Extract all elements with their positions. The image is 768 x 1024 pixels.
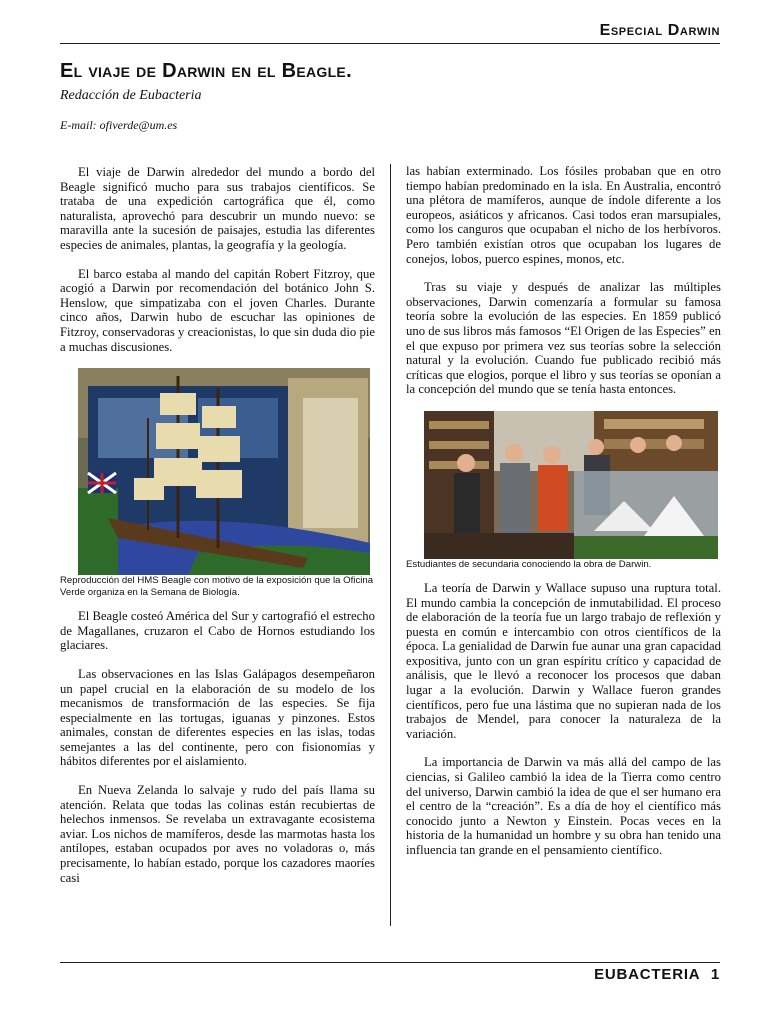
paragraph: Las observaciones en las Islas Galápagos desempeñaron un papel crucial en la elaboración de su modelo de los mecanismos de transformación de las especies. Se fija especialmente en las tortugas, iguanas y pinzones. Estos animales, constan de diferentes especies en las islas, todas semejantes a las del continente, pero con fisionomías y hábitos diferentes por el aislamiento. (60, 666, 375, 769)
article-title: El viaje de Darwin en el Beagle. (60, 60, 352, 82)
footer-rule (60, 962, 720, 963)
paragraph: La importancia de Darwin va más allá del campo de las ciencias, si Galileo cambió la idea de la Tierra como centro del universo, Darwin cambió la idea de que el ser humano era el centro de la “creación”. Es a día de hoy el científico más conocido junto a Newton y Einstein. Pocas veces en la historia de la humanidad un hombre y su obra han tenido una influencia tan grande en el pensamiento científico. (406, 755, 721, 857)
beagle-model-photo (78, 368, 370, 575)
page-footer (588, 966, 720, 983)
right-column (406, 164, 721, 872)
section-header: Especial Darwin (599, 22, 720, 39)
paragraph: las habían exterminado. Los fósiles probaban que en otro tiempo habían predominado en la isla. En Australia, encontró una plétora de mamíferos, aunque de índole diferente a los europeos, asiáticos y africanos. Casi todos eran marsupiales, como los canguros que ocupaban el nicho de los herbívoros. Pero también existían otros que ocupaban los lugares de conejos, lobos, puerco espines, monos, etc. (406, 164, 721, 266)
paragraph: En Nueva Zelanda lo salvaje y rudo del país llama su atención. Relata que todas las colinas están recubiertas de helechos inmensos. Se revelaba un extravagante ecosistema aviar. Los nichos de mamíferos, desde las marmotas hasta los antílopes, estaban ocupados por aves no voladoras o, más precisamente, lo habían estado, porque los cazadores maoríes casi (60, 783, 375, 885)
paragraph: El Beagle costeó América del Sur y cartografió el estrecho de Magallanes, cruzaron el Cabo de Hornos estudiando los glaciares. (60, 609, 375, 653)
students-photo (424, 411, 718, 559)
paragraph: El barco estaba al mando del capitán Robert Fitzroy, que acogió a Darwin por recomendación del botánico John S. Henslow, que simpatizaba con el joven Charles. Durante cinco años, Darwin hubo de escuchar las opiniones de Fitzroy, conservadoras y creacionistas, lo que sin duda dio pie a muchas discusiones. (60, 266, 375, 354)
students-figure (406, 411, 721, 571)
paragraph: El viaje de Darwin alrededor del mundo a bordo del Beagle significó mucho para sus trabajos científicos. Se trataba de una expedición cartográfica que él, como naturalista, aprovechó para descubrir un mundo nuevo: se maravilla ante la sucesión de paisajes, estudia las diferentes especies de animales, plantas, la geografía y la geología. (60, 165, 375, 252)
column-divider (390, 164, 391, 926)
magazine-name: EUBACTERIA (594, 966, 700, 983)
left-column (60, 165, 375, 899)
beagle-figure-caption: Reproducción del HMS Beagle con motivo de la exposición que la Oficina Verde organiza en la Semana de Biología. (60, 575, 374, 599)
header-rule (60, 43, 720, 44)
paragraph: Tras su viaje y después de analizar las múltiples observaciones, Darwin comenzaría a formular su famosa teoría sobre la evolución de las especies. En 1859 publicó uno de sus libros más famosos “El Origen de las Especies” en el que expuso por primera vez sus teorías sobre la selección natural y la evolución. Cuando fue publicado recibió más críticas que elogios, porque el libro y sus teorías se oponían a la concepción del mundo que se tenía hasta entonces. (406, 280, 721, 397)
page-number: 1 (710, 966, 720, 983)
article-byline: Redacción de Eubacteria (60, 88, 202, 103)
beagle-figure (60, 368, 375, 599)
paragraph: La teoría de Darwin y Wallace supuso una ruptura total. El mundo cambia la concepción de inmutabilidad. El proceso de elaboración de la teoría fue un largo trabajo de reflexión y puesta en común e intercambio con otros científicos de la época. La genialidad de Darwin fue aunar una gran capacidad expositiva, junto con un gran espíritu crítico y capacidad de análisis, que le llevó a reconocer los procesos que daban lugar a la evolución. Darwin y Wallace fueron grandes científicos, pero fue una lástima que no supieran nada de los trabajos de Mendel, para conocer la naturaleza de la variación. (406, 580, 721, 741)
students-figure-caption: Estudiantes de secundaria conociendo la obra de Darwin. (406, 558, 652, 570)
author-email: E-mail: ofiverde@um.es (60, 118, 178, 132)
